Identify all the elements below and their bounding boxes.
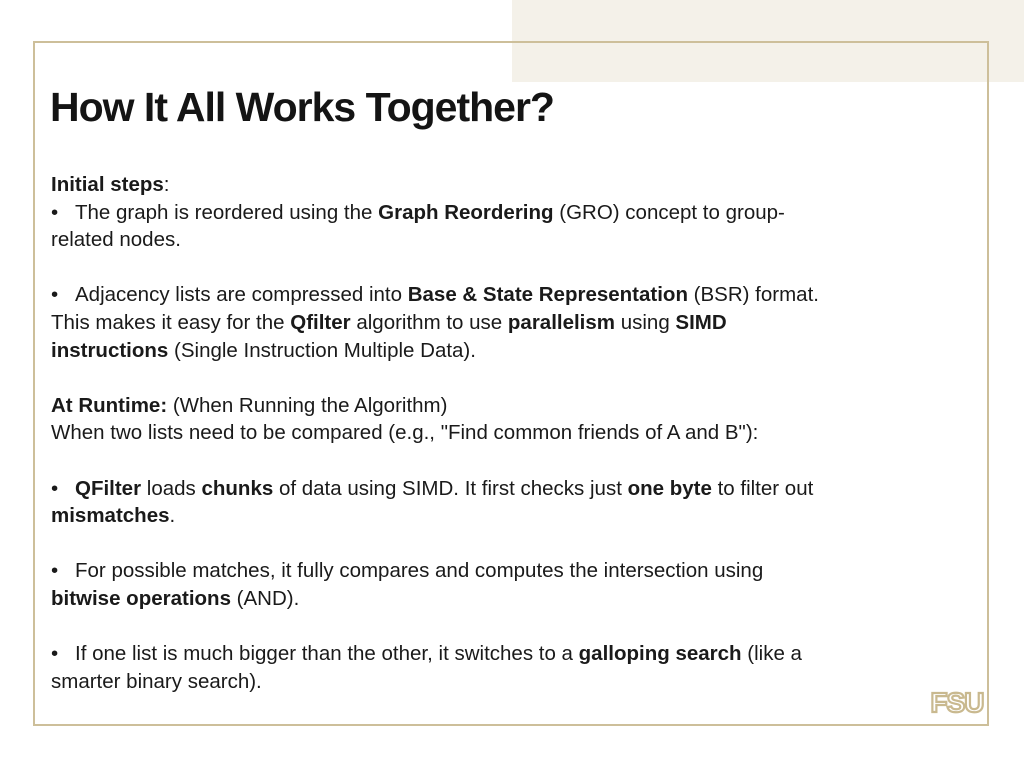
initial-steps-colon: : [163, 173, 170, 196]
bullet-qfilter-text2: of data using SIMD. It first checks just [273, 476, 628, 500]
bullet-bsr-bold1: Base & State Representation [407, 283, 688, 307]
bullet-bsr-line1 [51, 281, 971, 309]
bullet-bitwise-text1: For possible matches, it fully compares and computes the intersection using [75, 559, 764, 583]
bullet-qfilter-text3: to filter out [711, 476, 814, 500]
bullet-bsr-bold2: Qfilter [290, 310, 351, 334]
bullet-marker: • [51, 559, 59, 583]
spacer [51, 447, 971, 475]
runtime-heading: At Runtime: [51, 393, 168, 417]
bullet-bsr-text6: (Single Instruction Multiple Data). [168, 338, 476, 362]
bullet-galloping-text3: smarter binary search). [51, 669, 262, 693]
bullet-qfilter-bold3: one byte [627, 476, 712, 500]
bullet-qfilter-line1 [51, 475, 971, 503]
bullet-galloping-line2 [51, 668, 971, 696]
bullet-bsr-bold3: parallelism [507, 310, 616, 334]
slide-title: How It All Works Together? [50, 84, 554, 130]
bullet-marker: • [51, 642, 59, 666]
bullet-galloping-bold: galloping search [578, 642, 742, 666]
bullet-bsr-text5: using [615, 310, 676, 334]
bullet-qfilter-line2 [51, 502, 971, 530]
bullet-gro-line2 [51, 226, 971, 254]
bullet-bitwise-text2: (AND). [230, 586, 300, 610]
bullet-bitwise-bold: bitwise operations [51, 586, 231, 610]
spacer [51, 530, 971, 558]
spacer [51, 364, 971, 392]
fsu-logo-text: FSU [930, 687, 984, 718]
bullet-marker: • [51, 283, 59, 307]
bullet-bsr-text4: algorithm to use [350, 310, 508, 334]
bullet-bsr-bold4: SIMD [675, 310, 727, 334]
slide-body [51, 171, 971, 695]
initial-steps-heading: Initial steps [51, 173, 164, 196]
bullet-qfilter-bold4: mismatches [51, 504, 170, 528]
bullet-gro-bold: Graph Reordering [378, 200, 554, 224]
runtime-heading-line [51, 392, 971, 420]
bullet-gro-text2: (GRO) concept to group- [553, 200, 785, 224]
bullet-bsr-text2: (BSR) format. [687, 283, 819, 307]
bullet-bsr-line3 [51, 337, 971, 365]
bullet-bsr-text3: This makes it easy for the [51, 310, 291, 334]
bullet-gro-text3: related nodes. [51, 228, 181, 252]
bullet-bitwise-line2 [51, 585, 971, 613]
bullet-marker: • [51, 476, 59, 500]
runtime-intro: When two lists need to be compared (e.g., "Find common friends of A and B"): [51, 421, 759, 445]
fsu-logo [929, 686, 985, 718]
bullet-galloping-text1: If one list is much bigger than the other, it switches to a [75, 642, 579, 666]
bullet-marker: • [51, 200, 59, 224]
runtime-intro-line [51, 419, 971, 447]
initial-steps-heading-line [51, 171, 971, 199]
runtime-heading-suffix: (When Running the Algorithm) [167, 393, 448, 417]
bullet-galloping-line1 [51, 640, 971, 668]
spacer [51, 254, 971, 282]
bullet-galloping-text2: (like a [741, 642, 802, 666]
bullet-bsr-bold5: instructions [51, 338, 169, 362]
bullet-qfilter-bold1: QFilter [75, 476, 142, 500]
bullet-qfilter-text4: . [169, 504, 176, 528]
bullet-qfilter-bold2: chunks [201, 476, 274, 500]
bullet-gro-line1 [51, 199, 971, 227]
bullet-bitwise-line1 [51, 557, 971, 585]
bullet-gro-text1: The graph is reordered using the [75, 200, 379, 224]
bullet-bsr-text1: Adjacency lists are compressed into [75, 283, 408, 307]
spacer [51, 613, 971, 641]
bullet-qfilter-text1: loads [141, 476, 202, 500]
bullet-bsr-line2 [51, 309, 971, 337]
